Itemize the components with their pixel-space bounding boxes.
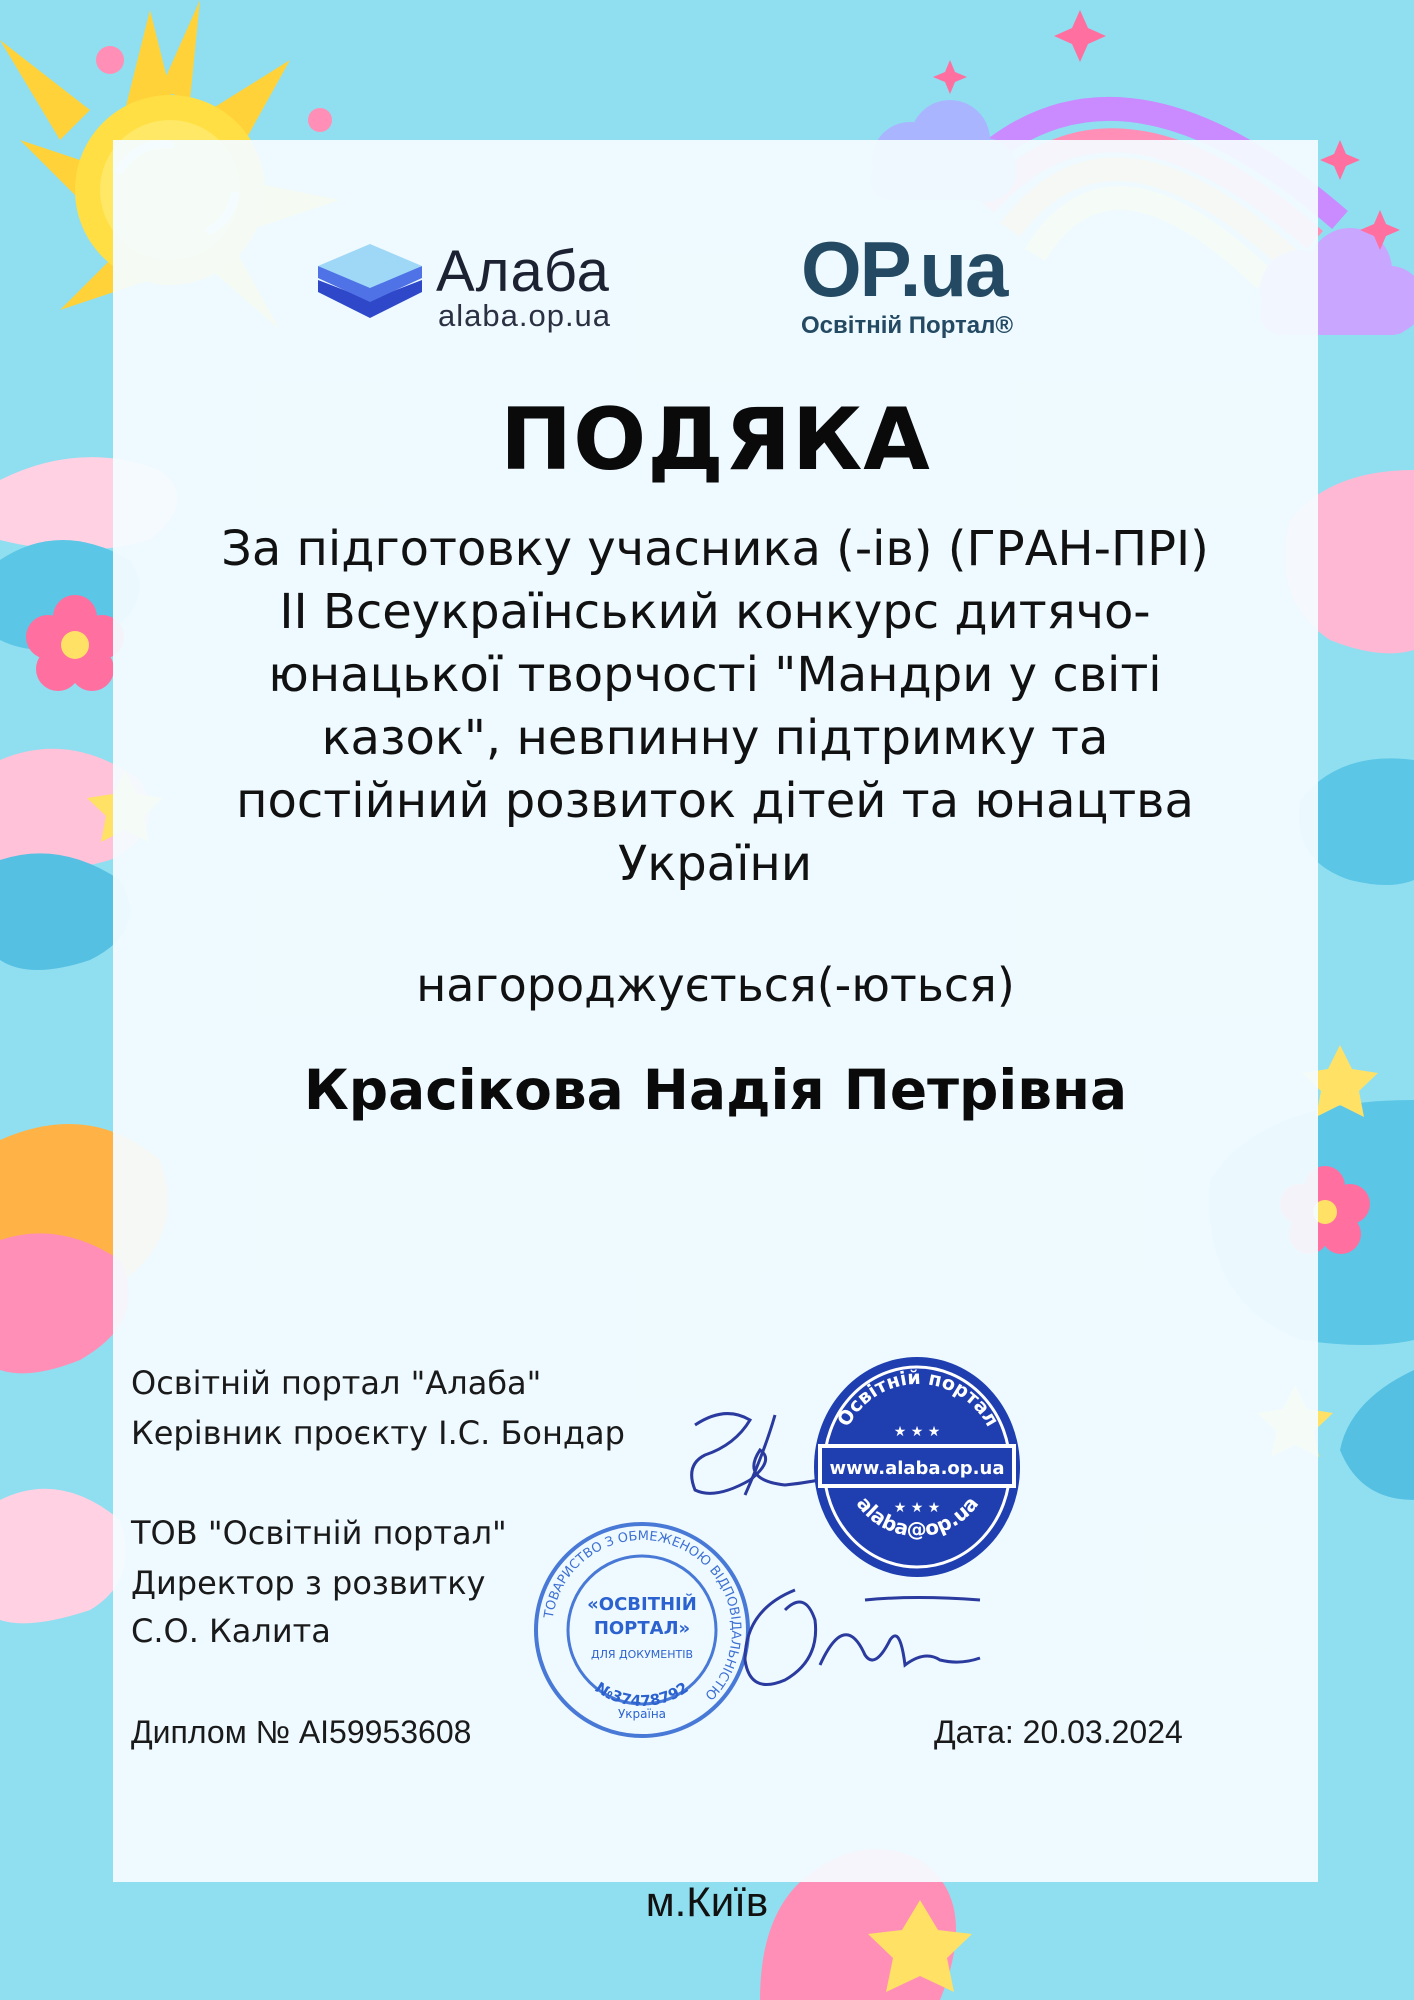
- alaba-stamp-top: Освітній портал: [833, 1366, 1004, 1431]
- op-stamp-center-2: ПОРТАЛ»: [593, 1618, 691, 1639]
- signatory-role-1: Керівник проєкту І.С. Бондар: [131, 1414, 625, 1452]
- certificate-body: [150, 518, 1280, 896]
- signatory-org-2: ТОВ "Освітній портал": [131, 1514, 507, 1552]
- body-line: України: [617, 836, 813, 892]
- op-stamp-ring: ТОВАРИСТВО З ОБМЕЖЕНОЮ ВІДПОВІДАЛЬНІСТЮ: [541, 1528, 744, 1703]
- body-line: постійний розвиток дітей та юнацтва: [236, 773, 1194, 829]
- issue-date: Дата: 20.03.2024: [934, 1714, 1183, 1750]
- alaba-stamp: [810, 1352, 1025, 1582]
- op-stamp-code: №37478792: [592, 1678, 692, 1711]
- alaba-stamp-bottom: alaba@op.ua: [851, 1491, 984, 1542]
- op-stamp-center-1: «ОСВІТНІЙ: [587, 1594, 697, 1615]
- body-line: II Всеукраїнський конкурс дитячо-: [279, 584, 1151, 640]
- recipient-name: Красікова Надія Петрівна: [303, 1058, 1128, 1122]
- svg-text:№37478792: [592, 1678, 691, 1710]
- alaba-logo: [318, 238, 638, 338]
- alaba-layers-icon: [318, 238, 423, 328]
- body-line: юнацької творчості "Мандри у світі: [268, 647, 1162, 703]
- signatory-role-2: Директор з розвитку: [131, 1564, 486, 1602]
- op-stamp-country: Україна: [617, 1707, 667, 1721]
- svg-text:★ ★ ★: ★ ★ ★: [893, 1424, 941, 1440]
- certificate-title: ПОДЯКА: [500, 390, 931, 490]
- op-ua-logo-subtitle: Освітній Портал®: [801, 312, 1014, 339]
- diploma-number: Диплом № AI59953608: [131, 1714, 472, 1750]
- op-ua-logo-name: OP.ua: [801, 225, 1007, 313]
- op-stamp: [530, 1518, 755, 1743]
- body-line: казок", невпинну підтримку та: [321, 710, 1109, 766]
- signatory-name-2: С.О. Калита: [131, 1612, 331, 1650]
- signatory-org-1: Освітній портал "Алаба": [131, 1364, 542, 1402]
- alaba-logo-url: alaba.op.ua: [438, 298, 612, 333]
- alaba-stamp-middle: www.alaba.op.ua: [829, 1458, 1005, 1479]
- op-ua-logo: [796, 225, 1036, 342]
- op-stamp-center-3: ДЛЯ ДОКУМЕНТІВ: [591, 1648, 693, 1661]
- signature-kalyta: [725, 1570, 985, 1710]
- svg-text:★ ★ ★: ★ ★ ★: [893, 1500, 941, 1516]
- alaba-logo-name: Алаба: [436, 239, 610, 304]
- issue-city: м.Київ: [645, 1878, 769, 1925]
- awarded-text: нагороджується(-ються): [416, 958, 1015, 1012]
- body-line: За підготовку учасника (-ів) (ГРАН-ПРІ): [221, 521, 1209, 577]
